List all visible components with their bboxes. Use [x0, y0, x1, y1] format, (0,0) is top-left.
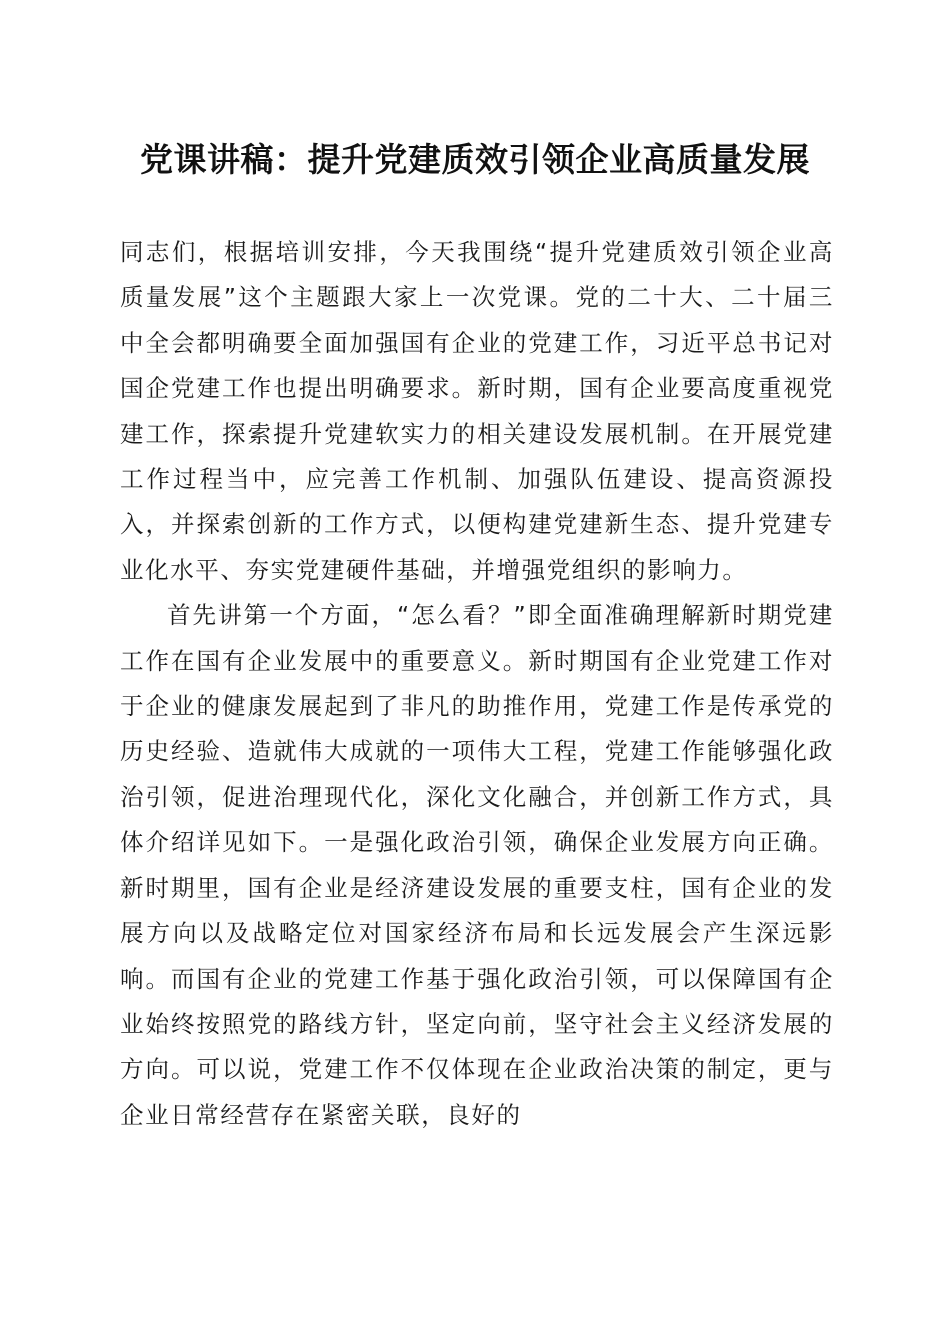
- document-title: 党课讲稿：提升党建质效引领企业高质量发展: [140, 140, 810, 179]
- document-body: [120, 230, 834, 1138]
- paragraph-intro: 同志们，根据培训安排，今天我围绕“提升党建质效引领企业高质量发展”这个主题跟大家上一次党课。党的二十大、二十届三中全会都明确要全面加强国有企业的党建工作，习近平总书记对国企党建工作也提出明确要求。新时期，国有企业要高度重视党建工作，探索提升党建软实力的相关建设发展机制。在开展党建工作过程当中，应完善工作机制、加强队伍建设、提高资源投入，并探索创新的工作方式，以便构建党建新生态、提升党建专业化水平、夯实党建硬件基础，并增强党组织的影响力。: [120, 238, 834, 584]
- paragraph-first-aspect: 首先讲第一个方面，“怎么看？”即全面准确理解新时期党建工作在国有企业发展中的重要意义。新时期国有企业党建工作对于企业的健康发展起到了非凡的助推作用，党建工作是传承党的历史经验、造就伟大成就的一项伟大工程，党建工作能够强化政治引领，促进治理现代化，深化文化融合，并创新工作方式，具体介绍详见如下。一是强化政治引领，确保企业发展方向正确。新时期里，国有企业是经济建设发展的重要支柱，国有企业的发展方向以及战略定位对国家经济布局和长远发展会产生深远影响。而国有企业的党建工作基于强化政治引领，可以保障国有企业始终按照党的路线方针，坚定向前，坚守社会主义经济发展的方向。可以说，党建工作不仅体现在企业政治决策的制定，更与企业日常经营存在紧密关联，良好的: [120, 601, 834, 1129]
